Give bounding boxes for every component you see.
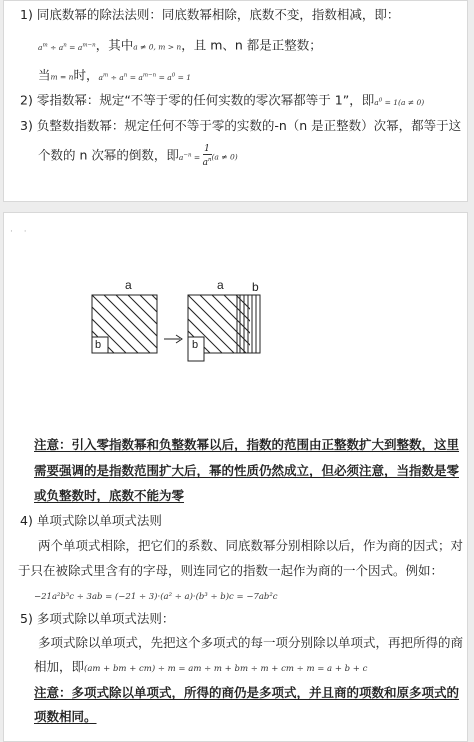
right-strip-hatch bbox=[240, 295, 256, 353]
rule1-case-prefix: 当 bbox=[38, 67, 51, 83]
rule1-title: 同底数幂的除法法则：同底数幂相除，底数不变，指数相减，即： bbox=[36, 7, 400, 22]
note1-label: 注意： bbox=[34, 437, 72, 452]
decorative-dots: · · bbox=[10, 227, 31, 237]
rule4-example-line bbox=[34, 587, 278, 605]
rule5-number: 5) bbox=[20, 611, 33, 626]
rule2-number: 2) bbox=[20, 92, 33, 108]
rule4-title: 单项式除以单项式法则 bbox=[36, 513, 162, 528]
rule3-condition: (a ≠ 0) bbox=[211, 152, 238, 162]
note2-label: 注意： bbox=[34, 685, 72, 700]
right-main-hatch bbox=[128, 295, 296, 355]
note2-line2: 项数相同。 bbox=[34, 709, 97, 724]
note1-line2: 需要强调的是指数范围扩大后，幂的性质仍然成立，但必须注意，当指数是零 bbox=[34, 463, 460, 478]
rule1-case-formula: $a^m \div a^n = a^{m-n} = a^0 = 1$ bbox=[98, 72, 192, 82]
rule5-formula: (am + bm + cm) ÷ m = am ÷ m + bm ÷ m + cm ÷ m = a + b + c bbox=[84, 664, 368, 674]
rule1-condition-suffix: ，且 m、n 都是正整数； bbox=[181, 37, 322, 53]
label-b-left: b bbox=[95, 339, 102, 351]
rule1-case-condition: m = n bbox=[50, 72, 74, 82]
rule4-example: −21a²b³c ÷ 3ab = (−21 ÷ 3)·(a² ÷ a)·(b³ ÷ b)c = −7ab²c bbox=[34, 592, 278, 602]
label-a-left: a bbox=[125, 278, 132, 292]
rule4-line1: 两个单项式相除，把它们的系数、同底数幂分别相除以后，作为商的因式；对 bbox=[38, 538, 464, 553]
rule3-line1 bbox=[20, 118, 461, 134]
rule2-line bbox=[20, 92, 424, 111]
rule5-line2 bbox=[34, 659, 367, 677]
rule1-number: 1) bbox=[20, 7, 33, 22]
rule1-formula: $a^m \div a^n = a^{m-n}$ bbox=[38, 42, 96, 52]
rule1-condition: a ≠ 0, m > n bbox=[133, 42, 182, 52]
rule3-text-line1: 负整数指数幂：规定任何不等于零的实数的-n（n 是正整数）次幂，都等于这 bbox=[36, 118, 462, 133]
rule5-title: 多项式除以单项式法则： bbox=[36, 611, 175, 626]
rule5-line1: 多项式除以单项式，先把这个多项式的每一项分别除以单项式，再把所得的商 bbox=[38, 635, 464, 650]
rule3-formula: $a^{-n}$ = bbox=[178, 152, 203, 162]
rule4-line2: 于只在被除式里含有的字母，则连同它的指数一起作为商的一个因式。例如： bbox=[18, 563, 444, 578]
rules-card-bottom bbox=[3, 212, 468, 742]
area-diagram bbox=[92, 278, 292, 375]
rule4-number: 4) bbox=[20, 513, 33, 528]
rule2-text: 零指数幂：规定“不等于零的任何实数的零次幂都等于 1”，即 bbox=[36, 92, 375, 108]
rule4-title-line bbox=[20, 513, 162, 529]
rule3-text-line2: 个数的 n 次幂的倒数，即 bbox=[38, 147, 179, 163]
note1-line3: 或负整数时，底数不能为零 bbox=[34, 488, 185, 503]
rule1-case-line bbox=[38, 67, 191, 86]
rule1-case-mid: 时， bbox=[73, 67, 99, 83]
rule3-fraction: $\frac{1}{a^n}$ bbox=[202, 144, 212, 168]
note1-line1: 注意：引入零指数幂和负整数幂以后，指数的范围由正整数扩大到整数，这里 bbox=[34, 437, 460, 452]
label-b-right: b bbox=[252, 280, 259, 294]
rule1-condition-prefix: ，其中 bbox=[95, 37, 134, 53]
label-a-right: a bbox=[217, 278, 224, 292]
label-b-right-small: b bbox=[192, 339, 199, 351]
rule1-formula-line bbox=[38, 37, 322, 56]
left-square-hatch bbox=[32, 295, 212, 355]
rule5-line2-prefix: 相加，即 bbox=[34, 659, 85, 674]
rule1-title-line bbox=[20, 7, 399, 23]
rule5-title-line bbox=[20, 611, 174, 627]
rule3-number: 3) bbox=[20, 118, 33, 133]
note2-line1: 注意：多项式除以单项式，所得的商仍是多项式，并且商的项数和原多项式的 bbox=[34, 685, 460, 700]
rule2-formula: $a^0 = 1(a \ne 0)$ bbox=[374, 97, 425, 107]
rules-card-top bbox=[3, 0, 468, 202]
rule3-line2 bbox=[38, 144, 238, 168]
